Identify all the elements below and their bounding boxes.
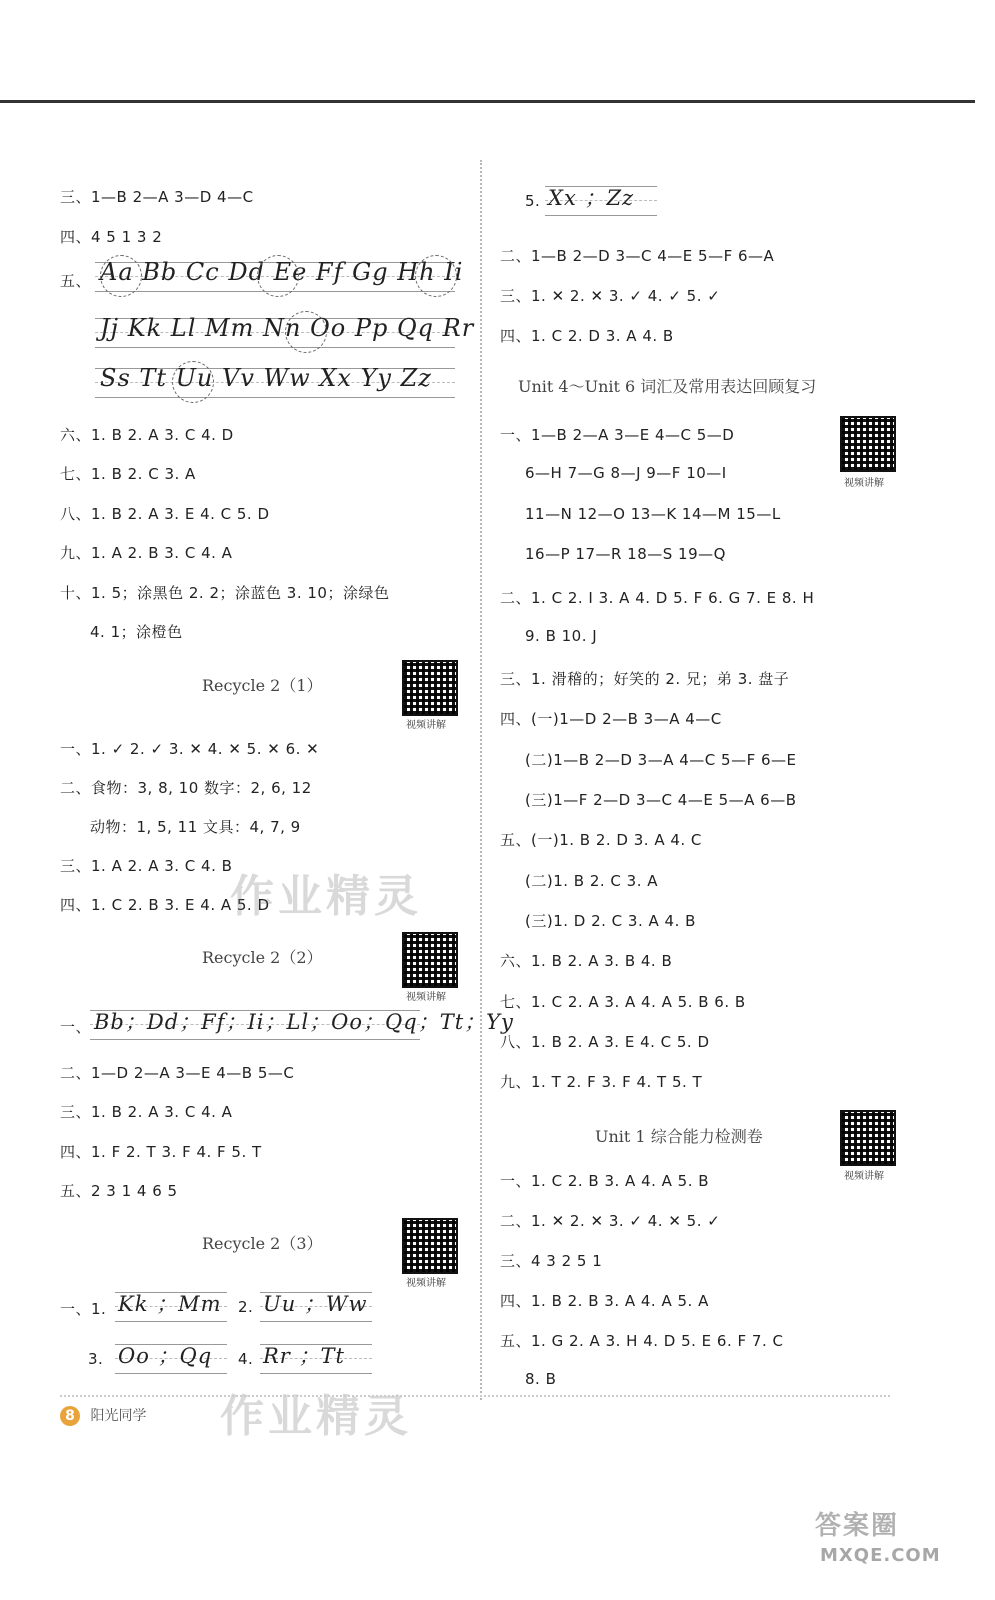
qr-code-icon[interactable] [402, 660, 458, 716]
answer-line: 四、1. C 2. D 3. A 4. B [500, 327, 674, 345]
corner-logo: 答案圈 [815, 1511, 900, 1541]
answer-line: 三、1. ✕ 2. ✕ 3. ✓ 4. ✓ 5. ✓ [500, 287, 721, 305]
answer-line: 四、4 5 1 3 2 [60, 228, 163, 246]
qr-code-icon[interactable] [402, 1218, 458, 1274]
section-label: 五、 [60, 272, 92, 290]
answer-line: 二、食物：3, 8, 10 数字：2, 6, 12 [60, 779, 312, 797]
watermark: 作业精灵 [230, 871, 422, 922]
answer-line: 四、(一)1—D 2—B 3—A 4—C [500, 710, 722, 728]
qr-code-icon[interactable] [840, 416, 896, 472]
answer-line: 二、1. ✕ 2. ✕ 3. ✓ 4. ✕ 5. ✓ [500, 1212, 721, 1230]
corner-url: MXQE.COM [820, 1545, 941, 1566]
circle-mark [100, 255, 142, 297]
circle-mark [415, 255, 457, 297]
answer-line: 十、1. 5；涂黑色 2. 2；涂蓝色 3. 10；涂绿色 [60, 584, 390, 602]
section-heading: Unit 4～Unit 6 词汇及常用表达回顾复习 [518, 377, 817, 396]
answer-line: 三、1. B 2. A 3. C 4. A [60, 1103, 233, 1121]
answer-line: 九、1. T 2. F 3. F 4. T 5. T [500, 1073, 703, 1091]
answer-line: 七、1. B 2. C 3. A [60, 465, 196, 483]
answer-line: 八、1. B 2. A 3. E 4. C 5. D [60, 505, 270, 523]
answer-line: 9. B 10. J [525, 627, 598, 645]
handwriting-row: Uu ；Ww [263, 1292, 368, 1316]
footer-brand [60, 1405, 146, 1426]
circle-mark [285, 311, 327, 353]
section-label: 一、 [60, 1018, 92, 1036]
answer-line: 九、1. A 2. B 3. C 4. A [60, 544, 233, 562]
qr-caption: 视频讲解 [406, 720, 446, 731]
answer-line: 4. 1；涂橙色 [90, 623, 183, 641]
answer-line: 16—P 17—R 18—S 19—Q [525, 545, 726, 563]
qr-caption: 视频讲解 [406, 1278, 446, 1289]
watermark: 作业精灵 [220, 1391, 412, 1442]
answer-line: 一、1—B 2—A 3—E 4—C 5—D [500, 426, 735, 444]
answer-line: 三、1. 滑稽的；好笑的 2. 兄；弟 3. 盘子 [500, 670, 790, 688]
item-number: 5. [525, 192, 541, 210]
qr-caption: 视频讲解 [844, 1171, 884, 1182]
answer-line: 一、1. C 2. B 3. A 4. A 5. B [500, 1172, 710, 1190]
answer-line: 四、1. F 2. T 3. F 4. F 5. T [60, 1143, 262, 1161]
qr-caption: 视频讲解 [406, 992, 446, 1003]
answer-line: 五、(一)1. B 2. D 3. A 4. C [500, 831, 702, 849]
answer-line: 五、1. G 2. A 3. H 4. D 5. E 6. F 7. C [500, 1332, 784, 1350]
answer-line: 四、1. B 2. B 3. A 4. A 5. A [500, 1292, 709, 1310]
handwriting-row: Xx ；Zz [548, 186, 635, 210]
answer-line: 11—N 12—O 13—K 14—M 15—L [525, 505, 781, 523]
answer-line: 二、1—B 2—D 3—C 4—E 5—F 6—A [500, 247, 775, 265]
answer-line: 三、1—B 2—A 3—D 4—C [60, 188, 254, 206]
qr-caption: 视频讲解 [844, 478, 884, 489]
answer-line: 二、1. C 2. I 3. A 4. D 5. F 6. G 7. E 8. H [500, 589, 815, 607]
answer-line: (三)1—F 2—D 3—C 4—E 5—A 6—B [525, 791, 797, 809]
handwriting-row: Ss Tt Uu Vv Ww Xx Yy Zz [100, 364, 432, 392]
handwriting-row: Jj Kk Ll Mm Nn Oo Pp Qq Rr [100, 314, 475, 342]
handwriting-row: Rr ；Tt [263, 1344, 345, 1368]
handwriting-row: Bb；Dd；Ff；Ii；Ll；Oo；Qq；Tt；Yy [94, 1010, 514, 1034]
answer-line: 七、1. C 2. A 3. A 4. A 5. B 6. B [500, 993, 746, 1011]
handwriting-row: Aa Bb Cc Dd Ee Ff Gg Hh Ii [100, 258, 464, 286]
circle-mark [172, 361, 214, 403]
item-number: 3. [88, 1350, 104, 1368]
answer-line: 一、1. ✓ 2. ✓ 3. ✕ 4. ✕ 5. ✕ 6. ✕ [60, 740, 320, 758]
circle-mark [257, 255, 299, 297]
answer-line: 动物：1, 5, 11 文具：4, 7, 9 [90, 818, 301, 836]
brand-name: 阳光同学 [90, 1408, 147, 1424]
answer-line: 三、1. A 2. A 3. C 4. B [60, 857, 233, 875]
answer-line: 六、1. B 2. A 3. C 4. D [60, 426, 234, 444]
section-heading: Unit 1 综合能力检测卷 [595, 1127, 763, 1146]
qr-code-icon[interactable] [402, 932, 458, 988]
answer-line: 四、1. C 2. B 3. E 4. A 5. D [60, 896, 270, 914]
handwriting-row: Kk ；Mm [118, 1292, 222, 1316]
section-heading: Recycle 2（3） [202, 1234, 323, 1253]
answer-line: (二)1—B 2—D 3—A 4—C 5—F 6—E [525, 751, 797, 769]
section-heading: Recycle 2（1） [202, 676, 323, 695]
answer-line: (二)1. B 2. C 3. A [525, 872, 659, 890]
item-number: 4. [238, 1350, 254, 1368]
answer-line: 五、2 3 1 4 6 5 [60, 1182, 178, 1200]
answer-line: 三、4 3 2 5 1 [500, 1252, 603, 1270]
section-label: 一、1. [60, 1300, 107, 1318]
column-divider [480, 160, 482, 1400]
handwriting-row: Oo ；Qq [118, 1344, 213, 1368]
qr-code-icon[interactable] [840, 1110, 896, 1166]
item-number: 2. [238, 1298, 254, 1316]
section-heading: Recycle 2（2） [202, 948, 323, 967]
answer-line: (三)1. D 2. C 3. A 4. B [525, 912, 696, 930]
answer-line: 8. B [525, 1370, 557, 1388]
answer-line: 六、1. B 2. A 3. B 4. B [500, 952, 673, 970]
answer-line: 二、1—D 2—A 3—E 4—B 5—C [60, 1064, 295, 1082]
page-number: 8 [60, 1406, 80, 1426]
top-rule [0, 100, 975, 103]
answer-line: 八、1. B 2. A 3. E 4. C 5. D [500, 1033, 710, 1051]
footer-rule [60, 1395, 890, 1398]
answer-line: 6—H 7—G 8—J 9—F 10—I [525, 464, 727, 482]
